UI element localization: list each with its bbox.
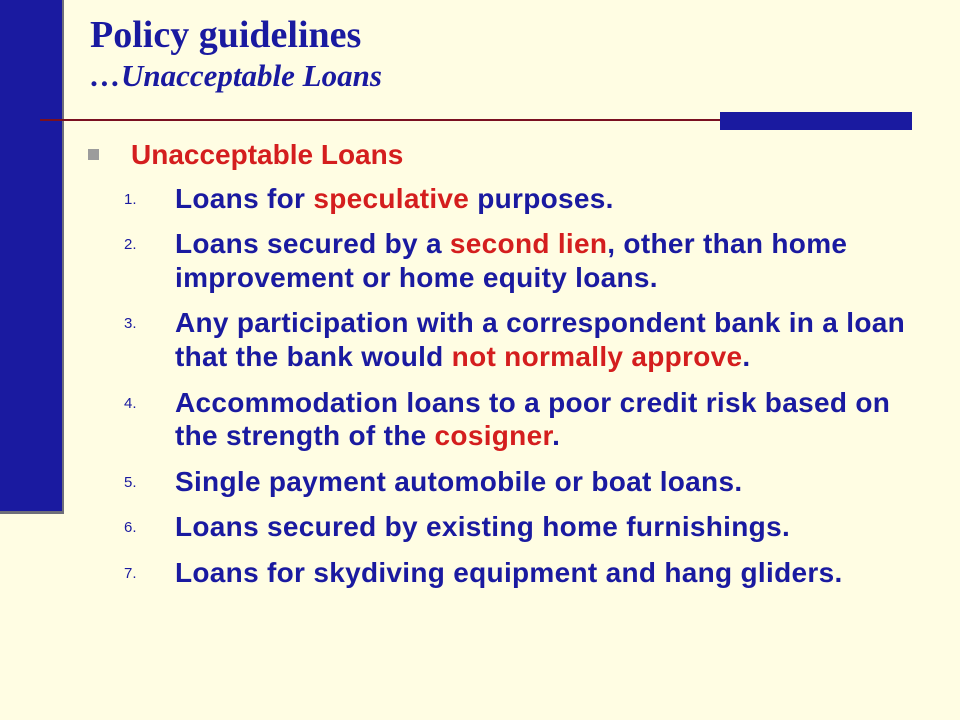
list-item-number: 1.: [124, 190, 137, 208]
page-title: Policy guidelines: [90, 14, 362, 56]
list-item-number: 5.: [124, 473, 137, 491]
title-divider-block: [720, 112, 912, 130]
bullet-heading: Unacceptable Loans: [131, 139, 404, 170]
list-item: [78, 227, 948, 294]
text-segment: Single payment automobile or boat loans.: [175, 465, 743, 497]
list-item: [78, 306, 948, 373]
highlighted-term: cosigner: [434, 420, 553, 452]
text-segment: .: [552, 420, 561, 452]
text-segment: Any participation with a correspondent bank in a loan that the bank would: [175, 307, 905, 372]
list-item-text: [175, 227, 935, 294]
numbered-list: [78, 182, 948, 590]
text-segment: Loans secured by existing home furnishings.: [175, 511, 791, 543]
highlighted-term: speculative: [313, 182, 470, 214]
highlighted-term: second lien: [449, 228, 608, 260]
list-item: [78, 510, 948, 544]
text-segment: Accommodation loans to a poor credit risk based on the strength of the: [175, 386, 891, 452]
list-item: [78, 465, 948, 499]
text-segment: Loans secured by a: [175, 228, 450, 260]
highlighted-term: not normally approve: [451, 340, 743, 372]
left-accent-bar: [0, 0, 64, 514]
list-item-number: 7.: [124, 564, 137, 582]
list-item-number: 2.: [124, 236, 137, 254]
text-segment: Loans for skydiving equipment and hang gliders.: [175, 556, 843, 588]
square-bullet-icon: [88, 149, 99, 160]
list-item: [78, 556, 948, 590]
list-item-text: [175, 386, 935, 453]
text-segment: , other than home improvement or home equity loans.: [175, 228, 848, 293]
list-item-number: 4.: [124, 394, 137, 412]
title-divider-line: [40, 119, 720, 121]
list-item: [78, 386, 948, 453]
list-item-number: 3.: [124, 315, 137, 333]
text-segment: Loans for: [175, 182, 314, 214]
list-item-text: [175, 465, 742, 499]
text-segment: purposes.: [469, 182, 614, 214]
title-block: [90, 14, 382, 93]
list-item-text: [175, 510, 790, 544]
list-item: [78, 182, 948, 216]
list-item-number: 6.: [124, 519, 137, 537]
list-item-text: [175, 556, 843, 590]
slide-content: [78, 138, 948, 602]
list-item-text: [175, 182, 614, 216]
bullet-row: [78, 138, 948, 172]
text-segment: .: [742, 340, 751, 372]
list-item-text: [175, 306, 935, 373]
page-subtitle: …Unacceptable Loans: [90, 57, 382, 93]
